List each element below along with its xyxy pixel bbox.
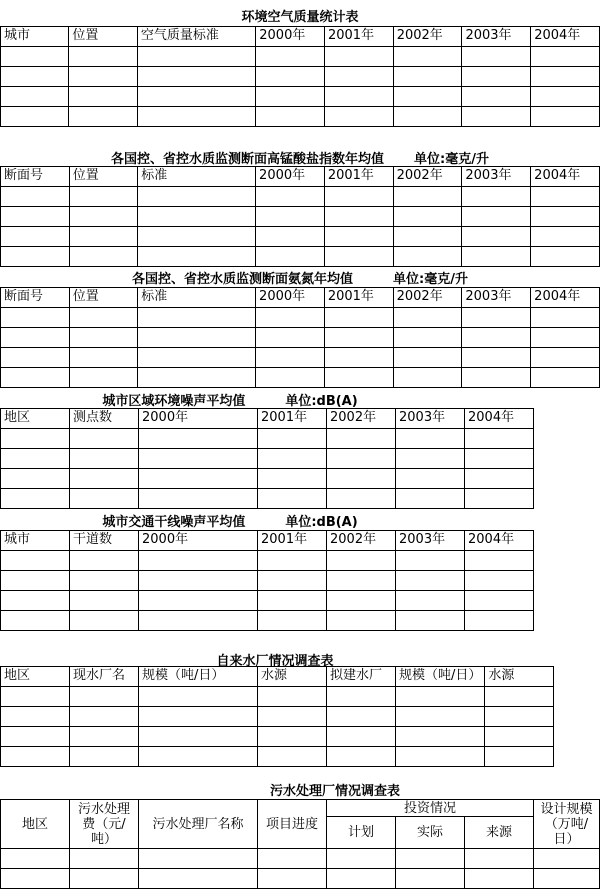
table-header-row <box>1 27 600 47</box>
header-cell: 位置 <box>69 288 138 308</box>
header-cell: 地区 <box>1 409 70 429</box>
table-row <box>1 727 554 747</box>
header-cell: 项目进度 <box>258 800 327 849</box>
table-row <box>1 67 600 87</box>
header-cell: 位置 <box>69 167 138 187</box>
table-row <box>1 489 534 509</box>
header-cell: 位置 <box>69 27 137 47</box>
header-cell: 2003年 <box>462 288 531 308</box>
waterworks-table <box>0 666 554 767</box>
table-row <box>1 551 534 571</box>
header-cell: 2004年 <box>465 409 534 429</box>
header-cell: 2001年 <box>258 531 327 551</box>
header-cell: 断面号 <box>1 167 70 187</box>
area-noise-title <box>0 390 530 409</box>
table-row <box>1 348 600 368</box>
kmno4-table <box>0 166 600 267</box>
table-row <box>1 747 554 767</box>
table-header-row <box>1 667 554 687</box>
table-header-row <box>1 288 600 308</box>
table-row <box>1 187 600 207</box>
nh3-table <box>0 287 600 388</box>
header-cell: 污水处理费（元/吨） <box>70 800 139 849</box>
table-header-row <box>1 409 534 429</box>
header-cell: 2002年 <box>393 27 462 47</box>
header-cell: 2002年 <box>393 167 462 187</box>
header-cell: 2001年 <box>324 288 393 308</box>
air-quality-title: 环境空气质量统计表 <box>241 10 359 25</box>
header-cell: 2001年 <box>324 167 393 187</box>
header-cell: 2000年 <box>139 409 258 429</box>
header-cell: 标准 <box>138 167 256 187</box>
table-header-row <box>1 531 534 551</box>
header-cell: 干道数 <box>70 531 139 551</box>
header-cell: 城市 <box>1 531 70 551</box>
table-row <box>1 687 554 707</box>
header-cell: 2001年 <box>324 27 393 47</box>
table-row <box>1 849 600 869</box>
traffic-noise-title <box>0 511 530 530</box>
table-row <box>1 571 534 591</box>
header-cell: 2004年 <box>531 167 600 187</box>
kmno4-title-text: 各国控、省控水质监测断面高锰酸盐指数年均值 <box>111 152 385 167</box>
header-cell: 地区 <box>1 667 70 687</box>
waterworks-title: 自来水厂情况调查表 <box>216 654 334 669</box>
table-row <box>1 869 600 889</box>
header-cell: 测点数 <box>70 409 139 429</box>
header-cell: 水源 <box>258 667 327 687</box>
table-row <box>1 429 534 449</box>
header-cell: 现水厂名 <box>70 667 139 687</box>
nh3-unit: 单位:毫克/升 <box>393 272 468 287</box>
table-row <box>1 449 534 469</box>
header-cell: 2003年 <box>462 167 531 187</box>
header-cell: 2000年 <box>256 167 325 187</box>
header-cell: 设计规模（万吨/日） <box>534 800 600 849</box>
air-quality-table <box>0 26 600 127</box>
table-row <box>1 469 534 489</box>
table-header-row <box>1 800 600 817</box>
header-cell: 2000年 <box>256 288 325 308</box>
traffic-noise-title-text: 城市交通干线噪声平均值 <box>102 515 246 530</box>
traffic-noise-table <box>0 530 534 631</box>
header-cell: 2000年 <box>256 27 325 47</box>
traffic-noise-unit: 单位:dB(A) <box>285 515 358 530</box>
table-row <box>1 47 600 67</box>
header-cell: 水源 <box>485 667 554 687</box>
header-cell: 计划 <box>327 817 396 849</box>
table-header-row <box>1 167 600 187</box>
header-cell: 污水处理厂名称 <box>139 800 258 849</box>
kmno4-title <box>0 148 600 167</box>
kmno4-unit: 单位:毫克/升 <box>414 152 489 167</box>
header-cell: 2003年 <box>396 531 465 551</box>
sewage-title: 污水处理厂情况调查表 <box>269 784 400 799</box>
header-cell: 2004年 <box>531 27 600 47</box>
table-row <box>1 247 600 267</box>
area-noise-table <box>0 408 534 509</box>
header-cell: 标准 <box>138 288 256 308</box>
table-row <box>1 611 534 631</box>
header-cell: 城市 <box>1 27 69 47</box>
header-cell: 断面号 <box>1 288 70 308</box>
table-row <box>1 87 600 107</box>
header-cell: 规模（吨/日） <box>396 667 485 687</box>
nh3-title-text: 各国控、省控水质监测断面氨氮年均值 <box>132 272 354 287</box>
header-cell: 2003年 <box>396 409 465 429</box>
area-noise-title-text: 城市区域环境噪声平均值 <box>102 394 246 409</box>
header-cell: 2002年 <box>327 531 396 551</box>
header-cell: 2001年 <box>258 409 327 429</box>
header-cell: 2004年 <box>531 288 600 308</box>
header-cell: 2000年 <box>139 531 258 551</box>
sewage-table <box>0 799 600 889</box>
table-row <box>1 368 600 388</box>
table-row <box>1 308 600 328</box>
nh3-title <box>0 268 600 287</box>
table-row <box>1 227 600 247</box>
table-row <box>1 591 534 611</box>
table-row <box>1 207 600 227</box>
header-cell: 2002年 <box>393 288 462 308</box>
header-cell: 2003年 <box>462 27 531 47</box>
header-cell: 2002年 <box>327 409 396 429</box>
header-cell: 投资情况 <box>327 800 534 817</box>
table-row <box>1 107 600 127</box>
header-cell: 规模（吨/日） <box>139 667 258 687</box>
table-row <box>1 328 600 348</box>
header-cell: 空气质量标准 <box>137 27 255 47</box>
table-row <box>1 707 554 727</box>
header-cell: 拟建水厂 <box>327 667 396 687</box>
header-cell: 实际 <box>396 817 465 849</box>
area-noise-unit: 单位:dB(A) <box>285 394 358 409</box>
header-cell: 2004年 <box>465 531 534 551</box>
header-cell: 来源 <box>465 817 534 849</box>
header-cell: 地区 <box>1 800 70 849</box>
